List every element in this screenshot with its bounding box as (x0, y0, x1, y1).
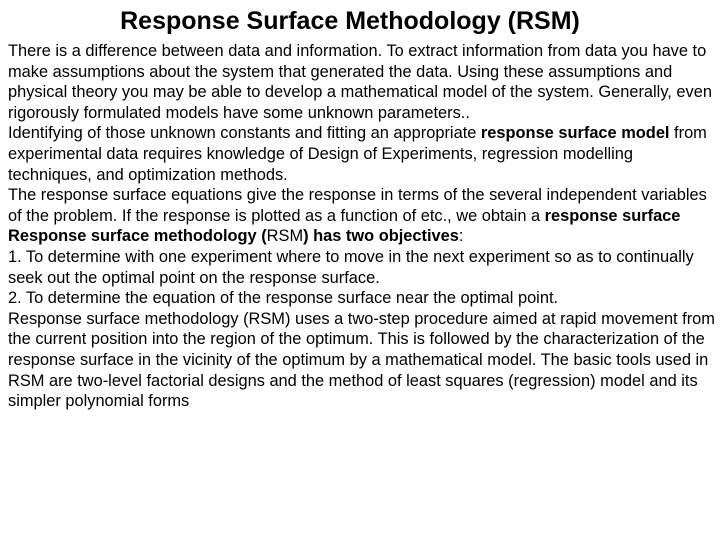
paragraph-identifying-constants (8, 123, 716, 185)
paragraph-data-vs-information: There is a difference between data and information. To extract information from data you have to make assumptions about the system that generated the data. Using these assumptions and physical theory you may be able to develop a mathematical model of the system. Generally, even rigorously formulated models have some unknown parameters.. (8, 42, 712, 122)
para4-rsm: RSM (266, 227, 304, 246)
para4-bold-b: ) has two objectives (303, 227, 459, 246)
slide-body (8, 41, 716, 412)
objective-item-2: 2. To determine the equation of the response surface near the optimal point. (8, 289, 559, 308)
objective-item-1: 1. To determine with one experiment where to move in the next experiment so as to continually seek out the optimal point on the response surface. (8, 247, 694, 287)
paragraph-response-equations (8, 185, 716, 226)
para2-bold-term: response surface model (480, 124, 670, 143)
para4-bold-a: Response surface methodology ( (8, 227, 267, 246)
paragraph-rsm-objectives (8, 226, 716, 247)
para2-text-start: Identifying of those unknown constants and fitting an appropriate (8, 124, 481, 143)
paragraph-two-step-procedure: Response surface methodology (RSM) uses a two-step procedure aimed at rapid movement from the current position into the region of the optimum. This is followed by the characterization of the response surface in the vicinity of the optimum by a mathematical model. The basic tools used in RSM are two-level factorial designs and the method of least squares (regression) model and its simpler polynomial forms (8, 309, 715, 411)
para3-text: The response surface equations give the response in terms of the several independent variables of the problem. If the response is plotted as a function of etc., we obtain a (8, 186, 707, 225)
para4-colon: : (458, 227, 464, 246)
slide-title: Response Surface Methodology (RSM) (120, 7, 580, 35)
para2-text-end: from experimental data requires knowledge of Design of Experiments, regression modelling techniques, and optimization methods. (8, 124, 707, 184)
para3-bold-term: response surface (544, 206, 681, 225)
